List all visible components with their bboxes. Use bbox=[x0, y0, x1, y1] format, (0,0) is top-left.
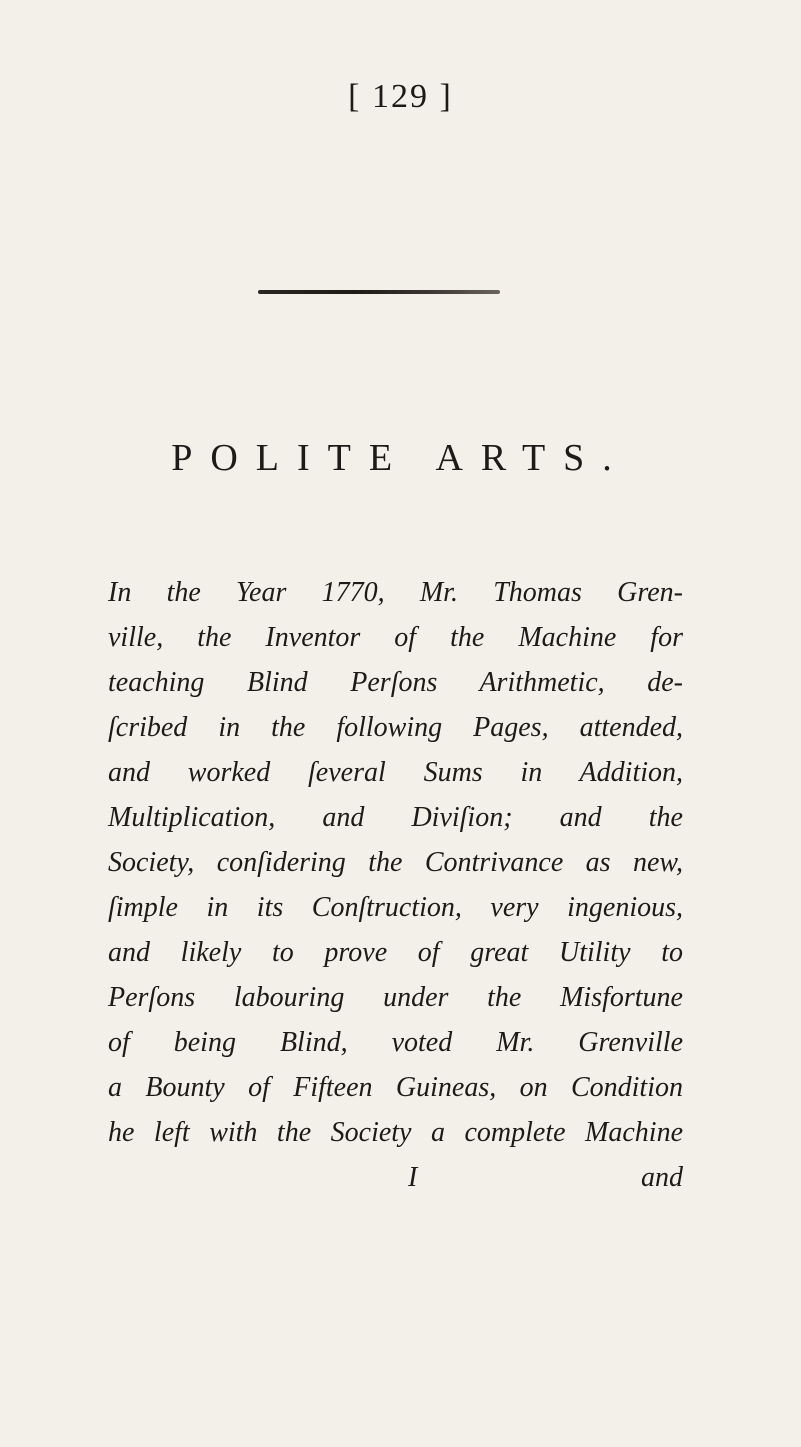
catchword-line: I and bbox=[408, 1162, 683, 1193]
text-line: of being Blind, voted Mr. Grenville bbox=[108, 1027, 683, 1058]
text-line: Perſons labouring under the Misfortune bbox=[108, 982, 683, 1013]
text-line: and worked ſeveral Sums in Addition, bbox=[108, 757, 683, 788]
text-line: ſcribed in the following Pages, attended, bbox=[108, 712, 683, 743]
text-line: he left with the Society a complete Machine bbox=[108, 1117, 683, 1148]
text-line: ſimple in its Conſtruction, very ingenious, bbox=[108, 892, 683, 923]
ornamental-rule bbox=[258, 290, 500, 294]
text-line: Society, conſidering the Contrivance as new, bbox=[108, 847, 683, 878]
text-line: Multiplication, and Diviſion; and the bbox=[108, 802, 683, 833]
text-line: a Bounty of Fifteen Guineas, on Condition bbox=[108, 1072, 683, 1103]
body-paragraph bbox=[108, 570, 683, 1200]
text-line: In the Year 1770, Mr. Thomas Gren- bbox=[108, 577, 683, 608]
text-line: teaching Blind Perſons Arithmetic, de- bbox=[108, 667, 683, 698]
page-number: [ 129 ] bbox=[348, 78, 453, 115]
section-title: POLITE ARTS. bbox=[171, 437, 630, 479]
text-line: and likely to prove of great Utility to bbox=[108, 937, 683, 968]
text-line: ville, the Inventor of the Machine for bbox=[108, 622, 683, 653]
